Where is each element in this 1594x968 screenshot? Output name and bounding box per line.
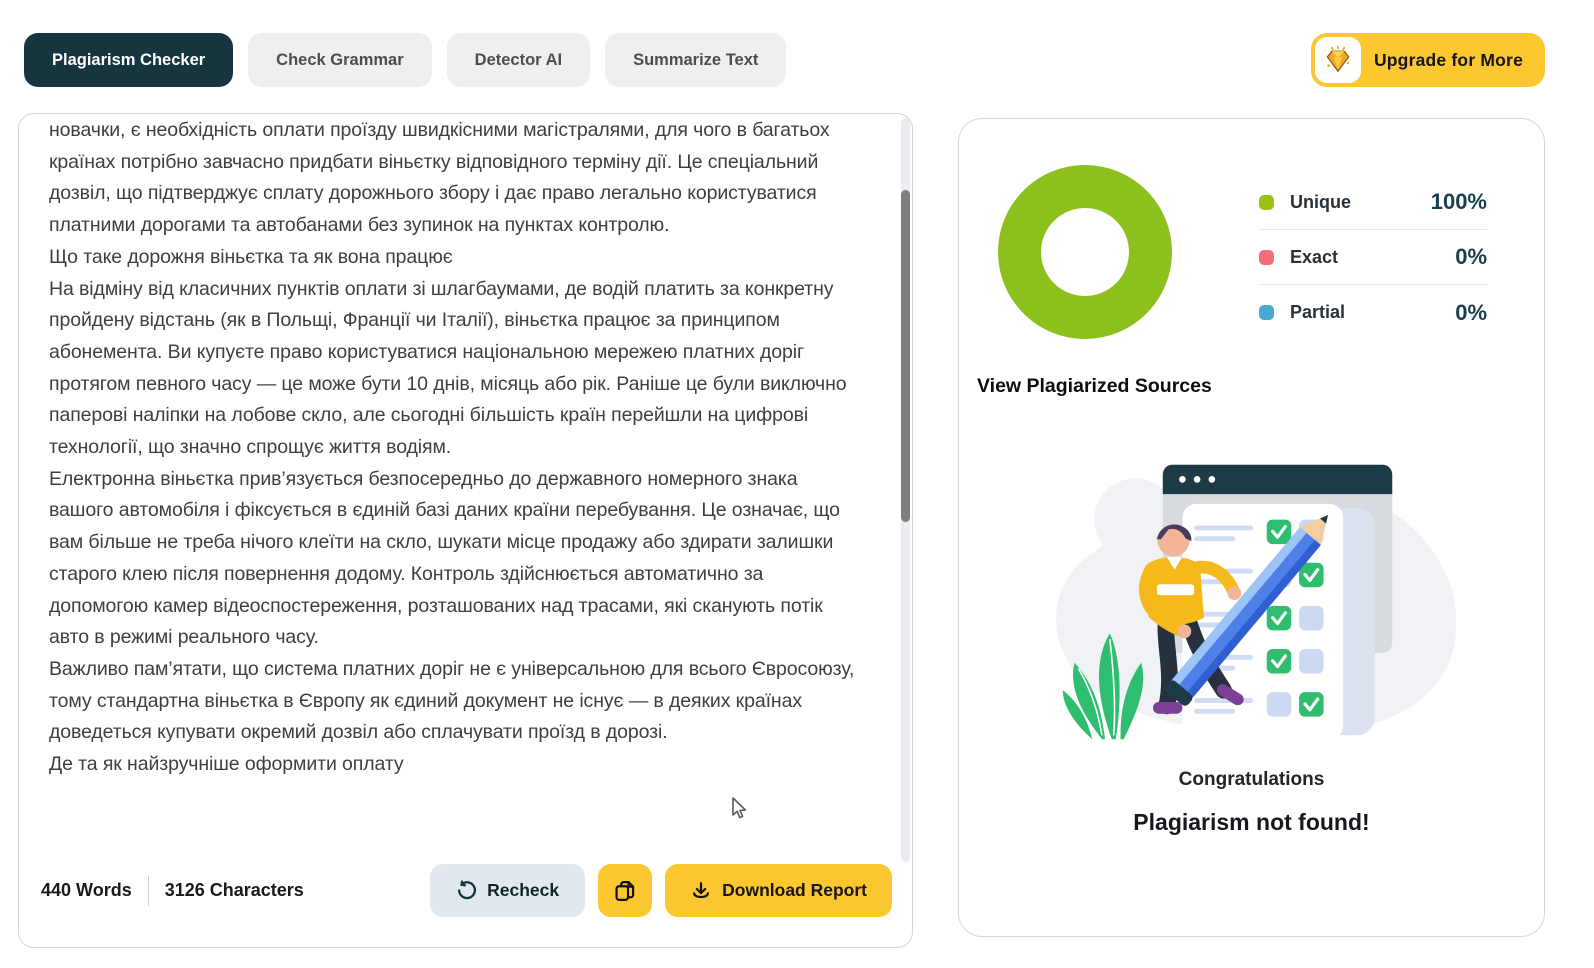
top-toolbar — [24, 33, 1545, 87]
unique-value: 100% — [1430, 189, 1487, 214]
uniqueness-donut-chart — [997, 164, 1173, 340]
download-report-label: Download Report — [722, 880, 867, 900]
plagiarism-result-message: Plagiarism not found! — [1133, 809, 1370, 835]
unique-color-dot — [1259, 195, 1274, 210]
editor-scrollbar-track[interactable] — [901, 118, 910, 862]
results-panel — [958, 118, 1545, 937]
text-stats — [41, 876, 304, 906]
unique-label: Unique — [1290, 191, 1351, 212]
exact-label: Exact — [1290, 246, 1339, 267]
editor-scrollbar-thumb[interactable] — [901, 190, 910, 522]
upgrade-button-label: Upgrade for More — [1373, 49, 1523, 70]
editor-paragraph: Електронна віньєтка прив’язується безпосередньо до державного номерного знака вашого автомобіля і фіксується в єдиній базі даних країни перебування. Це означає, що вам більше не треба нічого клеїти на скло, шукати місце продажу або здирати залишки старого клею після повернення додому. Контроль здійснюється автоматично за допомогою камер відеоспостереження, розташованих над трасами, які сканують потік авто в режимі реального часу. — [49, 467, 840, 649]
tab-summarize-text[interactable]: Summarize Text — [605, 33, 786, 87]
character-count: 3126 Characters — [164, 880, 304, 900]
upgrade-button[interactable] — [1311, 33, 1545, 87]
exact-value: 0% — [1455, 244, 1487, 269]
tab-plagiarism-checker[interactable]: Plagiarism Checker — [24, 33, 233, 87]
partial-color-dot — [1259, 305, 1274, 320]
congratulations-title: Congratulations — [1178, 769, 1325, 790]
editor-footer — [41, 864, 892, 917]
word-count: 440 Words — [41, 880, 132, 900]
tab-check-grammar[interactable]: Check Grammar — [248, 33, 431, 87]
recheck-icon — [456, 880, 477, 901]
recheck-button-label: Recheck — [487, 880, 560, 900]
download-report-button[interactable] — [665, 864, 892, 917]
tab-detector-ai[interactable]: Detector AI — [447, 33, 590, 87]
text-editor[interactable] — [49, 115, 866, 859]
editor-panel — [18, 113, 913, 948]
recheck-button[interactable] — [430, 864, 585, 917]
editor-paragraph: Що таке дорожня віньєтка та як вона працює — [49, 245, 453, 268]
editor-actions — [430, 864, 892, 917]
download-icon — [690, 880, 712, 902]
legend-row-exact — [1259, 230, 1487, 285]
exact-color-dot — [1259, 250, 1274, 265]
results-legend — [1259, 175, 1487, 340]
legend-row-partial — [1259, 285, 1487, 340]
tool-tabs — [24, 33, 786, 87]
editor-paragraph: Важливо пам’ятати, що система платних доріг не є універсальною для всього Євросоюзу, тому стандартна віньєтка в Європу як єдиний документ не існує — в деяких країнах доведеться купувати окремий дозвіл або сплачувати проїзд в дорозі. — [49, 657, 855, 744]
editor-paragraph: новачки, є необхідність оплати проїзду швидкісними магістралями, для чого в багатьох країнах потрібно завчасно придбати віньєтку відповідного терміну дії. Це спеціальний дозвіл, що підтверджує сплату дорожнього збору і дає право легально користуватися платними дорогами та автобанами без зупинок на пунктах контролю. — [49, 119, 830, 237]
view-plagiarized-sources-link[interactable]: View Plagiarized Sources — [977, 375, 1212, 397]
partial-label: Partial — [1290, 302, 1346, 322]
partial-value: 0% — [1455, 299, 1487, 325]
legend-row-unique — [1259, 175, 1487, 230]
gem-icon — [1315, 37, 1361, 83]
no-plagiarism-illustration — [1037, 449, 1469, 756]
stats-divider — [148, 876, 149, 906]
copy-text-button[interactable] — [598, 864, 652, 917]
editor-paragraph: На відміну від класичних пунктів оплати зі шлагбаумами, де водій платить за конкретну пройдену відстань (як в Польщі, Франції чи Італії), віньєтка працює за принципом абонемента. Ви купуєте право користуватися національною мережею платних доріг протягом певного часу — це може бути 10 днів, місяць або рік. Раніше це були виключно паперові наліпки на лобове скло, але сьогодні більшість країн перейшли на цифрові технології, що значно спрощує життя водіям. — [49, 277, 847, 459]
copy-icon — [612, 878, 638, 904]
mouse-cursor — [730, 797, 748, 826]
editor-paragraph: Де та як найзручніше оформити оплату — [49, 753, 404, 776]
